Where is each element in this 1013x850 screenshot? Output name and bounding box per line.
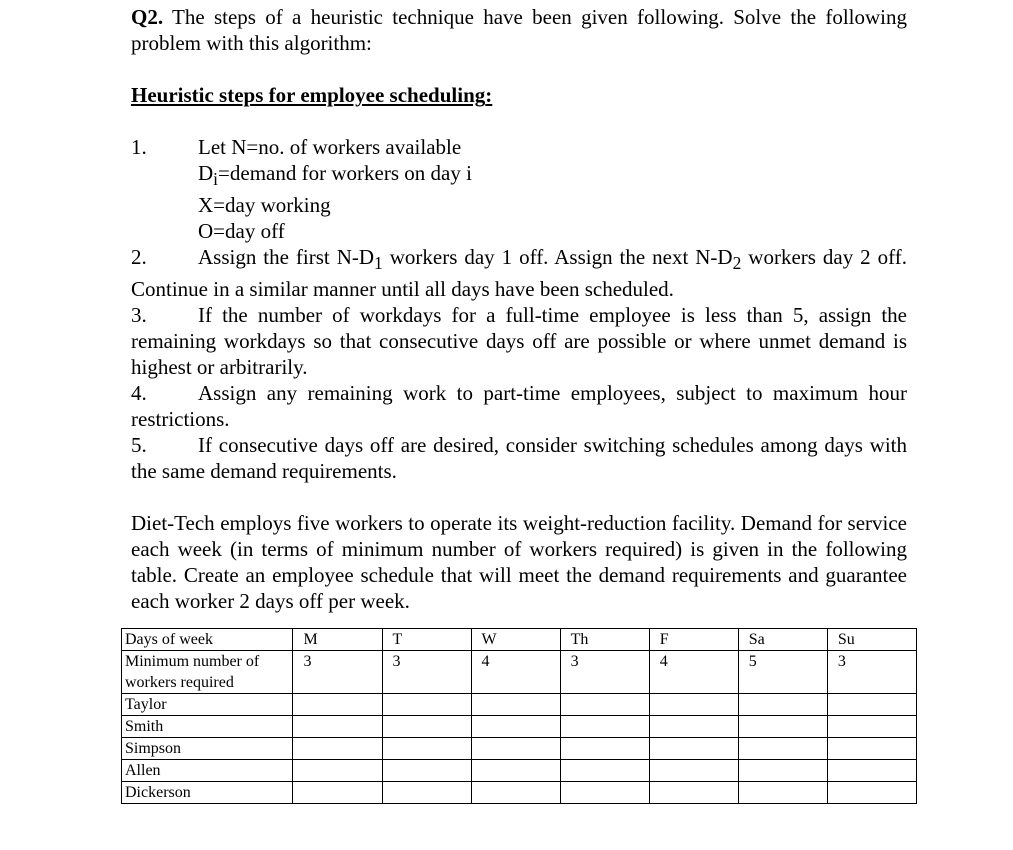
step-number: 1. (131, 135, 147, 159)
schedule-cell[interactable] (471, 760, 560, 782)
worker-name: Taylor (122, 694, 293, 716)
document-page (131, 4, 907, 614)
step-2: 2. Assign the first $N-D_1$ workers day 1 off. Assign the next $N-D_2$ workers day 2 off. Continue in a similar manner until all days have been scheduled. (131, 245, 907, 302)
worker-name: Allen (122, 760, 293, 782)
worker-row (122, 694, 917, 716)
demand-value: 4 (649, 651, 738, 694)
schedule-cell[interactable] (293, 760, 382, 782)
schedule-cell[interactable] (560, 738, 649, 760)
step-number: 4. (131, 381, 147, 406)
schedule-cell[interactable] (382, 738, 471, 760)
problem-paragraph: Diet-Tech employs five workers to operate its weight-reduction facility. Demand for service each week (in terms of minimum number of workers required) is given in the following table. Create an employee schedule that will meet the demand requirements and guarantee each worker 2 days off per week. (131, 511, 907, 614)
schedule-cell[interactable] (382, 694, 471, 716)
schedule-cell[interactable] (560, 694, 649, 716)
step-number: 5. (131, 433, 147, 458)
table-header-label: Days of week (122, 629, 293, 651)
worker-row (122, 782, 917, 804)
step-5: 5. If consecutive days off are desired, consider switching schedules among days with the same demand requirements. (131, 433, 907, 484)
schedule-cell[interactable] (471, 782, 560, 804)
day-header: M (293, 629, 382, 651)
step-number: 3. (131, 303, 147, 328)
step-3: 3. If the number of workdays for a full-time employee is less than 5, assign the remaining workdays so that consecutive days off are possible or where unmet demand is highest or arbitrarily. (131, 303, 907, 380)
step-1 (131, 134, 907, 244)
demand-value: 3 (293, 651, 382, 694)
schedule-cell[interactable] (649, 738, 738, 760)
schedule-cell[interactable] (560, 716, 649, 738)
schedule-cell[interactable] (827, 782, 916, 804)
day-header: T (382, 629, 471, 651)
question-number: Q2. (131, 5, 164, 29)
schedule-cell[interactable] (738, 694, 827, 716)
table-header-row (122, 629, 917, 651)
schedule-cell[interactable] (293, 694, 382, 716)
schedule-cell[interactable] (382, 760, 471, 782)
schedule-cell[interactable] (649, 782, 738, 804)
day-header: Th (560, 629, 649, 651)
step-number: 2. (131, 245, 147, 270)
schedule-cell[interactable] (738, 782, 827, 804)
schedule-cell[interactable] (649, 716, 738, 738)
definition-line: Let N=no. of workers available (198, 135, 462, 159)
step-1-definitions (198, 134, 472, 244)
day-header: W (471, 629, 560, 651)
schedule-cell[interactable] (382, 782, 471, 804)
demand-value: 3 (382, 651, 471, 694)
schedule-cell[interactable] (293, 782, 382, 804)
schedule-cell[interactable] (827, 694, 916, 716)
worker-row (122, 738, 917, 760)
schedule-cell[interactable] (382, 716, 471, 738)
schedule-cell[interactable] (738, 738, 827, 760)
demand-table (121, 628, 917, 804)
demand-value: 3 (827, 651, 916, 694)
schedule-cell[interactable] (560, 760, 649, 782)
day-header: Sa (738, 629, 827, 651)
schedule-cell[interactable] (738, 760, 827, 782)
definition-line: $D_i=demand$ for workers on day i (198, 161, 472, 190)
schedule-cell[interactable] (293, 716, 382, 738)
schedule-cell[interactable] (649, 760, 738, 782)
schedule-cell[interactable] (293, 738, 382, 760)
worker-row (122, 716, 917, 738)
worker-name: Smith (122, 716, 293, 738)
day-header: Su (827, 629, 916, 651)
schedule-cell[interactable] (827, 738, 916, 760)
schedule-cell[interactable] (738, 716, 827, 738)
schedule-cell[interactable] (560, 782, 649, 804)
schedule-cell[interactable] (471, 694, 560, 716)
section-heading: Heuristic steps for employee scheduling: (131, 83, 493, 107)
schedule-cell[interactable] (649, 694, 738, 716)
schedule-cell[interactable] (827, 716, 916, 738)
demand-row (122, 651, 917, 694)
schedule-cell[interactable] (827, 760, 916, 782)
question-text: The steps of a heuristic technique have been given following. Solve the following problem with this algorithm: (131, 5, 907, 55)
worker-row (122, 760, 917, 782)
demand-value: 4 (471, 651, 560, 694)
definition-line: O=day off (198, 219, 285, 244)
demand-value: 5 (738, 651, 827, 694)
demand-value: 3 (560, 651, 649, 694)
definition-line: X=day working (198, 193, 331, 218)
steps-list (131, 134, 907, 484)
demand-label: Minimum number of workers required (122, 651, 293, 694)
worker-name: Simpson (122, 738, 293, 760)
question-paragraph (131, 4, 907, 56)
schedule-cell[interactable] (471, 738, 560, 760)
day-header: F (649, 629, 738, 651)
step-4: 4. Assign any remaining work to part-time employees, subject to maximum hour restrictions. (131, 381, 907, 432)
schedule-cell[interactable] (471, 716, 560, 738)
worker-name: Dickerson (122, 782, 293, 804)
